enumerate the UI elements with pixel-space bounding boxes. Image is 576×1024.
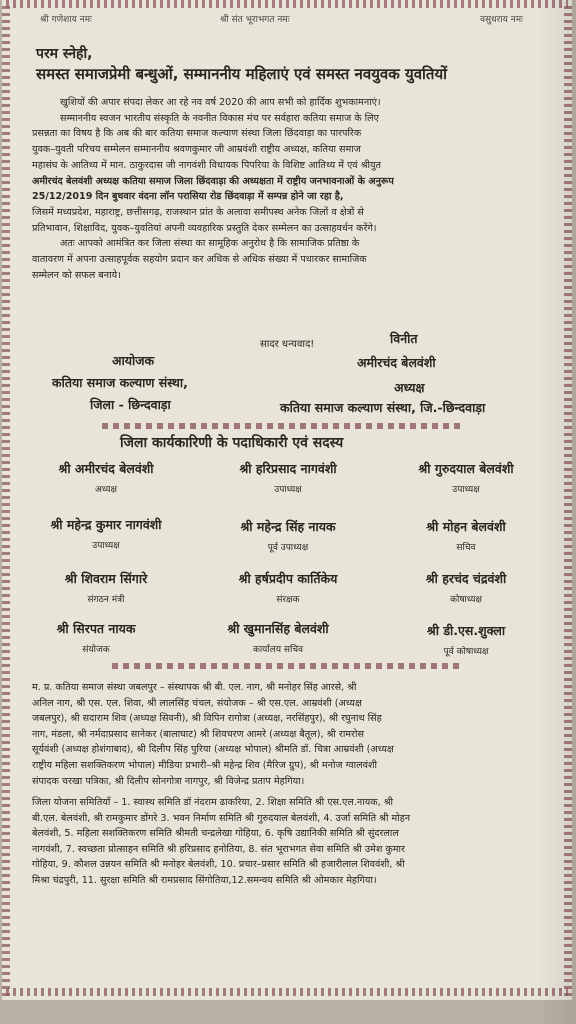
- letter-line: प्रसन्नता का विषय है कि अब की बार कतिया समाज कल्याण संस्था जिला छिंदवाड़ा का पारपरिक: [32, 128, 362, 140]
- state-line: जबलपुर), श्री सदाराम शिव (अध्यक्ष सिवनी), श्री विपिन रागोत्रा (अध्यक्ष, नरसिंहपुर), श्री रघुनाथ सिंह: [32, 713, 382, 725]
- member-card: [16, 460, 196, 495]
- member-post: उपाध्यक्ष: [452, 485, 480, 495]
- member-name: श्री अमीरचंद बेलवंशी: [58, 461, 154, 476]
- member-card: [376, 570, 556, 605]
- letter-line: वातावरण में अपना उत्साहपूर्वक सहयोग प्रदान कर अधिक से अधिक संख्या में पधारकर सामाजिक: [32, 254, 367, 266]
- member-post: उपाध्यक्ष: [274, 485, 302, 495]
- member-post: अध्यक्ष: [95, 485, 117, 495]
- member-name: श्री गुरुदयाल बेलवंशी: [418, 461, 514, 476]
- member-card: [16, 570, 196, 605]
- member-card: [6, 620, 186, 655]
- letter-line: 25/12/2019 दिन बुधवार वंदना लॉन परासिया रोड छिंदवाड़ा में सम्पन्न होने जा रहा है,: [32, 191, 344, 203]
- decorative-border-left: [2, 4, 10, 996]
- member-name: श्री खुमानसिंह बेलवंशी: [227, 621, 329, 636]
- signatory-org: कतिया समाज कल्याण संस्था, जि.-छिन्दवाड़ा: [280, 400, 486, 415]
- member-post: पूर्व कोषाध्यक्ष: [443, 647, 489, 657]
- letter-line: खुशियों की अपार संपदा लेकर आ रहे नव वर्ष 2020 की आप सभी को हार्दिक शुभकामनाएं।: [60, 97, 381, 108]
- member-post: कार्यालय सचिव: [252, 645, 304, 655]
- district-committees-paragraph: [32, 795, 554, 889]
- headline: समस्त समाजप्रेमी बन्धुओं, सम्माननीय महिलाएं एवं समस्त नवयुवक युवतियों: [36, 65, 448, 83]
- letter-line: युवक–युवती परिचय सम्मेलन सम्माननीय श्रवणकुमार जी आम्रवंशी राष्ट्रीय अध्यक्ष, कतिया समाज: [32, 144, 361, 156]
- state-line: राष्ट्रीय महिला सशक्तिकरण भोपाल) मीडिया प्रभारी–श्री महेन्द्र शिव (मैरिज ग्रुप), श्री मनोज ग्वालवंशी: [32, 759, 377, 771]
- member-card: [376, 622, 556, 657]
- header-left: श्री गणेशाय नमः: [40, 15, 92, 25]
- letter-line: सम्मेलन को सफल बनाये।: [32, 269, 121, 281]
- letter-line: अमीरचंद बेलवंशी अध्यक्ष कतिया समाज जिला छिंदवाड़ा की अध्यक्षता में राष्ट्रीय जनभावनाओं के अनुरूप: [32, 175, 394, 187]
- letter-line: प्रतिभावान, शिक्षाविद, युवक–युवतियां अपनी व्यवहारिक प्रस्तुति देकर सम्मेलन का उत्साहवर्धन करेंगे।: [32, 222, 377, 234]
- thanks-note: सादर धन्यवाद!: [260, 339, 315, 350]
- ornament-divider-top: [102, 423, 462, 429]
- organizer-org: कतिया समाज कल्याण संस्था,: [52, 375, 188, 390]
- vinit-label: विनीत: [390, 331, 418, 346]
- member-name: श्री हरिप्रसाद नागवंशी: [239, 461, 337, 476]
- page-edge-shadow: [536, 0, 576, 1024]
- organizer-district: जिला - छिन्दवाड़ा: [90, 397, 171, 412]
- member-name: श्री मोहन बेलवंशी: [426, 519, 506, 534]
- letter-line: महासंघ के आतिथ्य में मान. ठाकुरदास जी नागवंशी विधायक पिपरिया के विशिष्ट आतिथ्य में एवं श्रीयुत: [32, 159, 381, 171]
- state-line: नाग, मंडला, श्री नर्मदाप्रसाद सानेकर (बालाघाट) श्री शिवचरण आमरे (अध्यक्ष बैतूल), श्री रामरोस: [32, 728, 364, 740]
- yojana-line: नागवंशी, 7. स्वच्छता प्रोत्साहन समिति श्री हरिप्रसाद हनोतिया, 8. संत भूराभगत सेवा समिति श्री उमेश कुमार: [32, 843, 405, 855]
- decorative-border-top: [6, 0, 568, 8]
- yojana-line: बी.एल. बेलवंशी, श्री रामकुमार डोंगरे 3. भवन निर्माण समिति श्री गुरुदयाल बेलवंशी, 4. उर्जा समिति श्री मोहन: [32, 812, 411, 824]
- member-card: [376, 518, 556, 553]
- member-name: श्री महेन्द्र कुमार नागवंशी: [50, 517, 162, 532]
- signatory-name: अमीरचंद बेलवंशी: [357, 355, 436, 370]
- yojana-line: गोहिया, 9. कौशल उन्नयन समिति श्री मनोहर बेलवंशी, 10. प्रचार–प्रसार समिति श्री हजारीलाल शिववंशी, श्री: [32, 859, 405, 871]
- member-name: श्री महेन्द्र सिंह नायक: [240, 519, 336, 534]
- salutation: परम स्नेही,: [36, 46, 93, 62]
- state-line: सूर्यवंशी (अध्यक्ष होशंगाबाद), श्री दिलीप सिंह पुरिया (अध्यक्ष भोपाल) श्रीमति डॉ. चित्रा आम्रवंशी (अध्यक्ष: [32, 744, 394, 756]
- letter-body: [32, 95, 554, 283]
- member-card: [16, 516, 196, 551]
- member-name: श्री डी.एस.शुक्ला: [426, 623, 506, 638]
- member-post: संयोजक: [82, 645, 110, 655]
- member-card: [376, 460, 556, 495]
- member-card: [188, 620, 368, 655]
- signatory-post: अध्यक्ष: [394, 380, 425, 395]
- ornament-divider-bottom: [112, 663, 462, 669]
- member-card: [198, 460, 378, 495]
- state-line: संपादक चरखा पत्रिका, श्री दिलीप सोनगोत्रा नागपुर, श्री विजेन्द्र प्रताप मेहगिया।: [32, 775, 305, 787]
- member-name: श्री हरचंद चंद्रवंशी: [425, 571, 507, 586]
- member-name: श्री हर्षप्रदीप कार्तिकेय: [238, 571, 338, 586]
- member-post: पूर्व उपाध्यक्ष: [267, 543, 309, 553]
- member-card: [198, 570, 378, 605]
- member-post: संगठन मंत्री: [87, 595, 125, 605]
- letter-line: अतः आपको आमंत्रित कर जिला संस्था का सामूहिक अनुरोध है कि सामाजिक प्रतिष्ठा के: [60, 238, 360, 250]
- state-committee-paragraph: [32, 680, 554, 789]
- member-name: श्री सिरपत नायक: [56, 621, 136, 636]
- organizer-label: आयोजक: [112, 353, 155, 368]
- yojana-line: मिश्रा चंद्रपुरी, 11. सुरक्षा समिति श्री रामप्रसाद सिंगोतिया,12.समन्वय समिति श्री ओमकार मेहगिया।: [32, 874, 377, 886]
- state-line: अनिल नाग, श्री एस. एल. शिवा, श्री लालसिंह चंचल, संयोजक – श्री एस.एल. आम्रवंशी (अध्यक्ष: [32, 697, 362, 709]
- member-card: [198, 518, 378, 553]
- yojana-line: बेलवंशी, 5. महिला सशक्तिकरण समिति श्रीमती चन्द्रलेखा गोहिया, 6. कृषि उद्यानिकी समिति श्री सुंदरलाल: [32, 828, 399, 840]
- invitation-sheet: [2, 0, 572, 1000]
- member-post: संरक्षक: [276, 595, 300, 605]
- member-post: सचिव: [456, 543, 476, 553]
- member-post: उपाध्यक्ष: [92, 541, 120, 551]
- yojana-line: जिला योजना समितियाँ – 1. स्वास्थ समिति डॉ नंदराम ढाकरिया, 2. शिक्षा समिति श्री एस.एल.नायक, श्री: [32, 797, 394, 808]
- member-name: श्री शिवराम सिंगारे: [64, 571, 148, 586]
- state-line: म. प्र. कतिया समाज संस्था जबलपुर – संस्थापक श्री बी. एल. नाग, श्री मनोहर सिंह आरसे, श्री: [32, 682, 357, 693]
- header-center: श्री संत भूराभगत नमः: [220, 15, 290, 25]
- letter-line: जिसमें मध्यप्रदेश, महाराष्ट्र, छत्तीसगढ़, राजस्थान प्रांत के अलावा समीपस्थ अनेक जिलों व क्षेत्रों से: [32, 206, 364, 218]
- letter-line: सम्माननीय स्वजन भारतीय संस्कृति के नवनीत विकास मंच पर सर्वहारा कतिया समाज के लिए: [60, 112, 379, 124]
- committee-title: जिला कार्यकारिणी के पदाधिकारी एवं सदस्य: [120, 435, 344, 451]
- member-post: कोषाध्यक्ष: [450, 595, 482, 605]
- header-right: वसुधराय नमः: [480, 15, 523, 25]
- decorative-border-bottom: [6, 988, 568, 996]
